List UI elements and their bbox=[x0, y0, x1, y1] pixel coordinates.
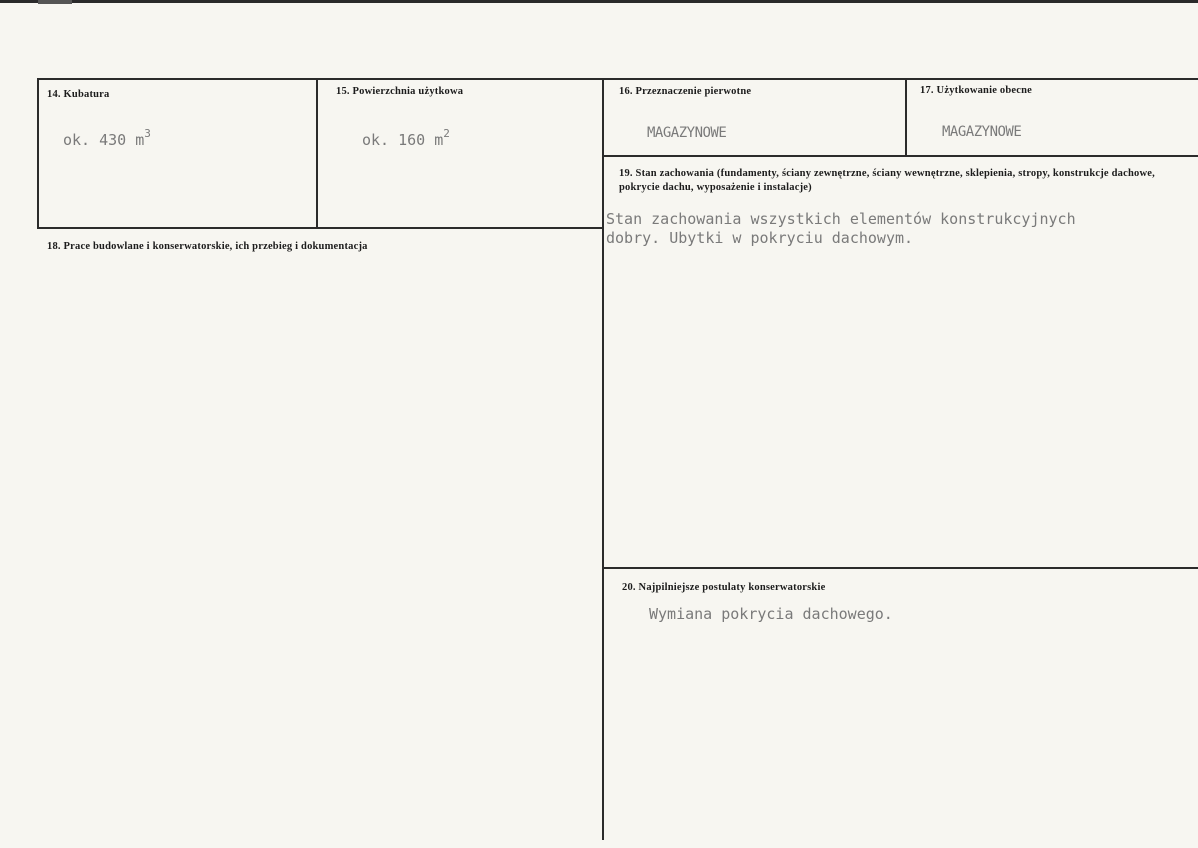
field-19-label: 19. Stan zachowania (fundamenty, ściany zewnętrzne, ściany wewnętrzne, sklepienia, stropy, konstrukcje dachowe, pokrycie dachu, wyposażenie i instalacje) bbox=[619, 168, 1155, 193]
grid-line-right-lower bbox=[603, 567, 1198, 569]
grid-line-col-17 bbox=[905, 78, 907, 156]
field-15-value-text: ok. 160 m bbox=[362, 131, 444, 149]
field-15-label: 15. Powierzchnia użytkowa bbox=[336, 86, 464, 97]
field-19-value: Stan zachowania wszystkich elementów konstrukcyjnych dobry. Ubytki w pokryciu dachowym. bbox=[606, 210, 1076, 247]
field-15-value bbox=[362, 124, 450, 150]
field-14-label: 14. Kubatura bbox=[47, 89, 110, 100]
grid-line-center bbox=[602, 78, 604, 840]
grid-line-top bbox=[37, 78, 1198, 80]
field-15-exponent: 2 bbox=[443, 127, 450, 140]
field-17-value: MAGAZYNOWE bbox=[942, 124, 1022, 140]
field-16-label: 16. Przeznaczenie pierwotne bbox=[619, 86, 752, 97]
field-20-value: Wymiana pokrycia dachowego. bbox=[649, 605, 893, 623]
page-top-mark bbox=[38, 0, 72, 4]
page-top-edge bbox=[0, 0, 1198, 3]
grid-line-right-mid bbox=[603, 155, 1198, 157]
grid-line-col-15 bbox=[316, 78, 318, 229]
field-14-value bbox=[63, 124, 151, 150]
field-16-value: MAGAZYNOWE bbox=[647, 125, 727, 141]
field-20-label: 20. Najpilniejsze postulaty konserwatorskie bbox=[622, 582, 826, 593]
field-17-label: 17. Użytkowanie obecne bbox=[920, 85, 1033, 96]
field-14-exponent: 3 bbox=[144, 127, 151, 140]
field-18-label: 18. Prace budowlane i konserwatorskie, ich przebieg i dokumentacja bbox=[47, 241, 368, 252]
grid-line-left-edge bbox=[37, 78, 39, 229]
grid-line-left-mid bbox=[37, 227, 604, 229]
field-14-value-text: ok. 430 m bbox=[63, 131, 145, 149]
